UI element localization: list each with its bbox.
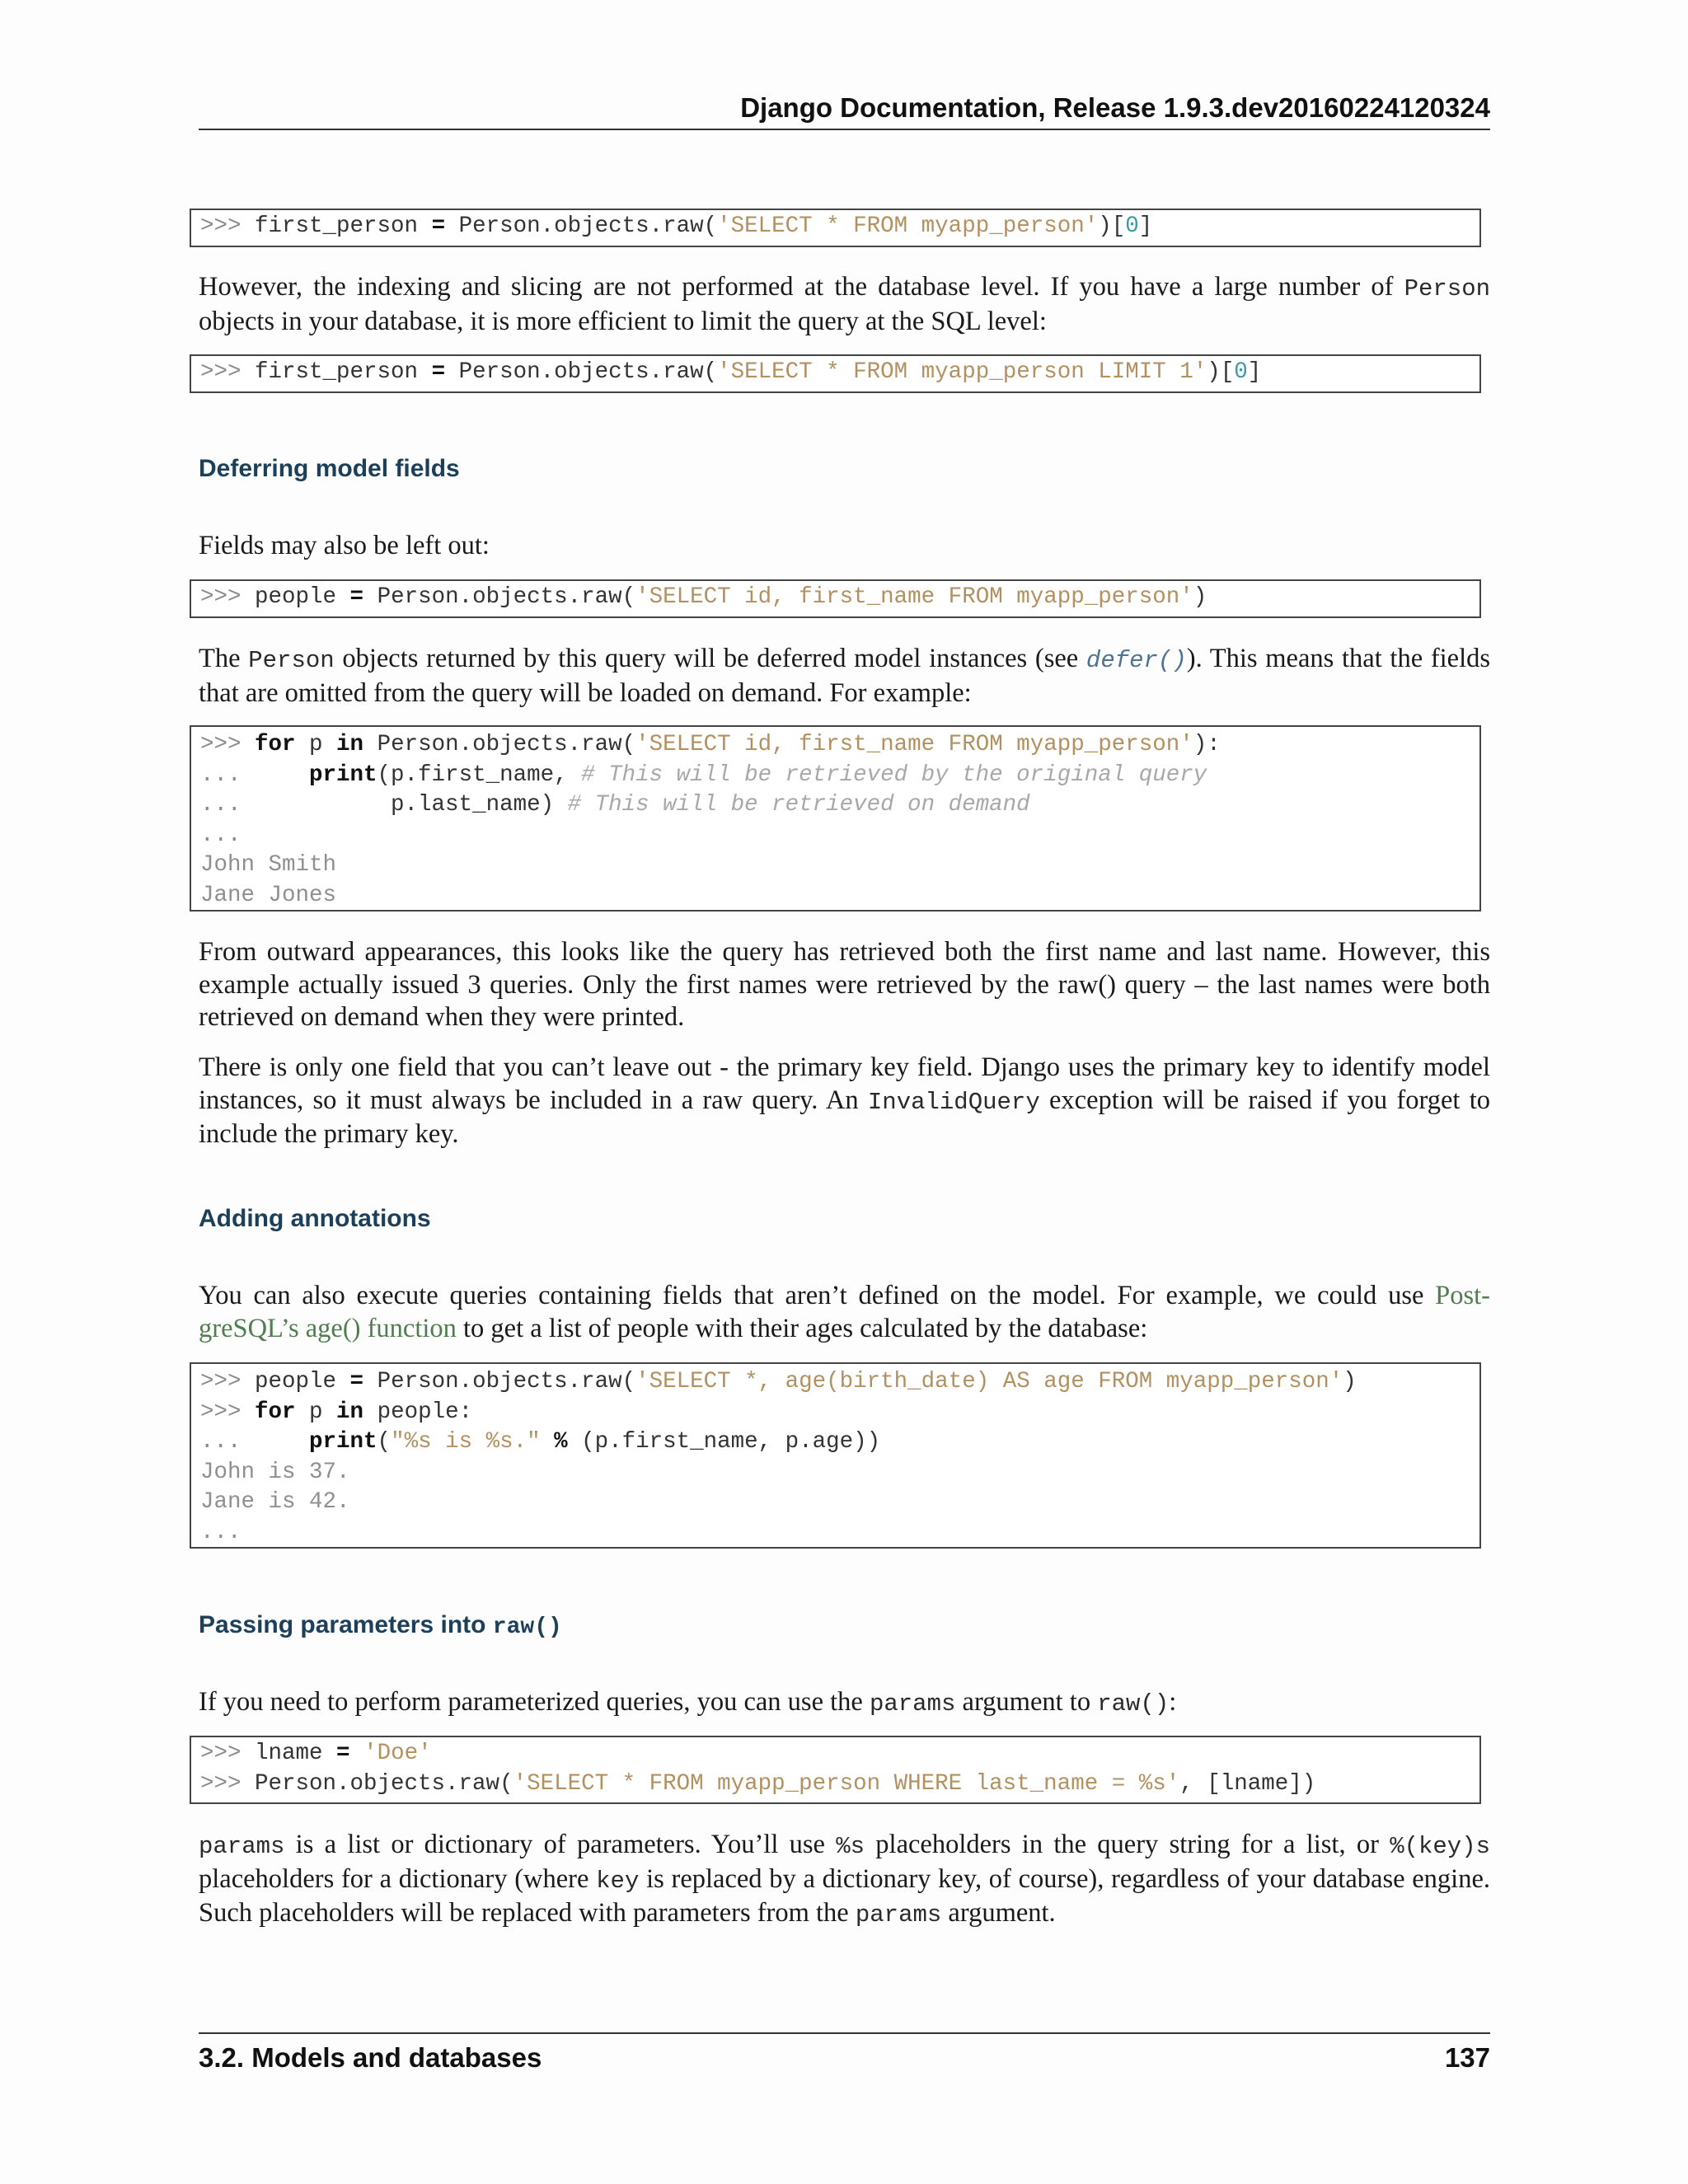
code-keyword: print: [309, 762, 377, 788]
code-text: ): [1193, 584, 1207, 610]
code-text: [541, 1429, 555, 1455]
code-operator: %: [554, 1429, 568, 1455]
code-text: first_person: [255, 359, 432, 385]
header-divider: [199, 129, 1490, 130]
paragraph-text: There is only one field that you can’t leave out - the primary key field. Django uses the primary key to identify model instances, so it must always be included in a raw query. An: [199, 1052, 1490, 1115]
paragraph-outward-appearances: [199, 936, 1490, 1034]
code-number: 0: [1234, 359, 1248, 385]
heading-text: Passing parameters into: [199, 1611, 493, 1638]
inline-code: InvalidQuery: [867, 1088, 1040, 1116]
code-text: lname: [255, 1741, 337, 1766]
footer-divider: [199, 2032, 1490, 2034]
code-comment: # This will be retrieved on demand: [567, 792, 1030, 818]
code-prompt: >>>: [200, 1399, 256, 1425]
code-text: ):: [1193, 732, 1221, 757]
code-prompt: ...: [200, 792, 392, 818]
code-text: , [lname]): [1179, 1770, 1316, 1797]
code-prompt: >>>: [200, 732, 256, 757]
code-text: )[: [1098, 213, 1126, 239]
code-output: John is 37.: [200, 1459, 350, 1485]
heading-code: raw(): [492, 1615, 562, 1640]
code-operator: =: [336, 1741, 350, 1766]
code-text: first_person: [255, 213, 432, 239]
paragraph-annotations: [199, 1280, 1490, 1345]
paragraph-text: argument to: [955, 1687, 1098, 1717]
inline-code: raw(): [1097, 1690, 1170, 1718]
inline-code: Person: [248, 647, 335, 674]
code-comment: # This will be retrieved by the original query: [581, 762, 1207, 788]
paragraph-text: placeholders for a dictionary (where: [199, 1863, 597, 1894]
code-string: 'SELECT id, first_name FROM myapp_person': [635, 584, 1193, 610]
code-text: )[: [1207, 359, 1235, 385]
code-keyword: for: [255, 732, 296, 757]
code-prompt: ...: [200, 762, 310, 788]
code-block-first-person: [190, 209, 1481, 247]
inline-code: params: [869, 1690, 956, 1718]
paragraph-text: If you need to perform parameterized queries, you can use the: [199, 1687, 870, 1717]
paragraph-text: You can also execute queries containing fields that aren’t defined on the model. For example, we could use: [199, 1281, 1436, 1310]
paragraph-text: argument.: [941, 1898, 1056, 1928]
code-operator: =: [431, 359, 446, 385]
code-prompt: ...: [200, 822, 241, 848]
code-string: 'SELECT *, age(birth_date) AS age FROM myapp_person': [635, 1369, 1343, 1394]
inline-code: params: [199, 1833, 285, 1860]
code-block-limit: [190, 354, 1481, 393]
code-text: ): [1343, 1369, 1357, 1394]
code-keyword: print: [309, 1429, 377, 1455]
code-text: people: [255, 1369, 350, 1394]
code-output: ...: [200, 1519, 241, 1545]
paragraph-text: :: [1169, 1687, 1177, 1717]
code-operator: =: [349, 584, 364, 610]
code-text: Person.objects.raw(: [363, 584, 636, 610]
section-heading-parameters: [199, 1611, 1490, 1640]
code-prompt: >>>: [200, 1770, 256, 1797]
code-operator: =: [349, 1369, 364, 1394]
paragraph-text: However, the indexing and slicing are not performed at the database level. If you have a large number of: [199, 272, 1404, 302]
code-text: Person.objects.raw(: [445, 213, 718, 239]
code-text: ]: [1247, 359, 1262, 385]
inline-code: key: [596, 1867, 640, 1895]
inline-code: %(key)s: [1390, 1833, 1491, 1860]
code-text: people:: [363, 1399, 473, 1425]
code-text: (: [377, 1429, 392, 1455]
code-text: Person.objects.raw(: [255, 1770, 513, 1797]
inline-code: %s: [836, 1833, 865, 1860]
code-output: John Smith: [200, 852, 337, 878]
paragraph-text: Fields may also be left out:: [199, 531, 490, 560]
running-header: Django Documentation, Release 1.9.3.dev20160224120324: [740, 92, 1490, 123]
page-number: 137: [1444, 2042, 1490, 2073]
paragraph-deferred-instances: [199, 643, 1490, 710]
section-heading-annotations: Adding annotations: [199, 1205, 431, 1232]
code-prompt: >>>: [200, 359, 256, 385]
paragraph-text: objects returned by this query will be deferred model instances (see: [334, 644, 1086, 673]
code-text: Person.objects.raw(: [363, 1369, 636, 1394]
code-block-annotations: [190, 1362, 1481, 1549]
paragraph-text: is replaced by a dictionary key, of course), regardless of your database engine. Such placeholders will be replaced with parameters from the: [199, 1863, 1490, 1928]
code-text: p: [295, 1399, 337, 1425]
code-keyword: in: [336, 1399, 364, 1425]
code-block-params: [190, 1736, 1481, 1804]
code-text: Person.objects.raw(: [363, 732, 636, 757]
code-text: (p.first_name, p.age)): [567, 1429, 881, 1455]
code-string: 'SELECT * FROM myapp_person WHERE last_name = %s': [513, 1770, 1180, 1797]
footer-section-title: 3.2. Models and databases: [199, 2042, 542, 2073]
paragraph-params-description: [199, 1829, 1490, 1932]
code-string: 'SELECT id, first_name FROM myapp_person': [635, 732, 1193, 757]
code-prompt: >>>: [200, 584, 256, 610]
code-text: ]: [1138, 213, 1153, 239]
paragraph-text: is a list or dictionary of parameters. You’ll use: [284, 1830, 837, 1859]
paragraph-fields-left-out: [199, 530, 1490, 563]
paragraph-parameterized: [199, 1686, 1490, 1721]
paragraph-text: ). This means that the fields that are omitted from the query will be loaded on demand. For example:: [199, 644, 1491, 708]
section-heading-deferring: Deferring model fields: [199, 455, 460, 482]
code-output: Jane Jones: [200, 882, 337, 908]
code-text: p.last_name): [391, 792, 568, 818]
code-block-deferred-example: [190, 725, 1481, 912]
inline-code: params: [855, 1901, 942, 1929]
inline-code: Person: [1404, 275, 1490, 302]
paragraph-text: The: [199, 644, 249, 673]
paragraph-text: objects in your database, it is more efficient to limit the query at the SQL level:: [199, 306, 1047, 336]
code-text: [350, 1741, 364, 1766]
code-text: Person.objects.raw(: [445, 359, 718, 385]
paragraph-indexing: [199, 271, 1490, 338]
paragraph-text: exception will be raised if you forget to include the primary key.: [199, 1085, 1490, 1149]
code-prompt: >>>: [200, 213, 256, 239]
code-keyword: for: [255, 1399, 296, 1425]
code-keyword: in: [336, 732, 364, 757]
paragraph-text: From outward appearances, this looks like the query has retrieved both the first name and last name. However, this example actually issued 3 queries. Only the first names were retrieved by the raw() query – the last names were both retrieved on demand when they were printed.: [199, 937, 1490, 1032]
paragraph-primary-key: [199, 1052, 1490, 1151]
code-prompt: >>>: [200, 1369, 256, 1394]
code-output: Jane is 42.: [200, 1489, 350, 1515]
paragraph-text: to get a list of people with their ages calculated by the database:: [456, 1313, 1148, 1343]
postgresql-age-link[interactable]: Post-greSQL’s age() function: [199, 1281, 1490, 1343]
defer-link[interactable]: defer(): [1085, 647, 1187, 674]
code-text: people: [255, 584, 350, 610]
code-prompt: >>>: [200, 1741, 256, 1766]
code-string: 'SELECT * FROM myapp_person': [717, 213, 1099, 239]
code-string: 'Doe': [363, 1741, 432, 1766]
code-block-people-query: [190, 579, 1481, 618]
code-prompt: ...: [200, 1429, 310, 1455]
code-text: (p.first_name,: [377, 762, 582, 788]
code-string: 'SELECT * FROM myapp_person LIMIT 1': [717, 359, 1207, 385]
code-number: 0: [1125, 213, 1139, 239]
paragraph-text: placeholders in the query string for a list, or: [865, 1830, 1390, 1859]
code-string: "%s is %s.": [391, 1429, 541, 1455]
code-text: p: [295, 732, 337, 757]
code-operator: =: [431, 213, 446, 239]
